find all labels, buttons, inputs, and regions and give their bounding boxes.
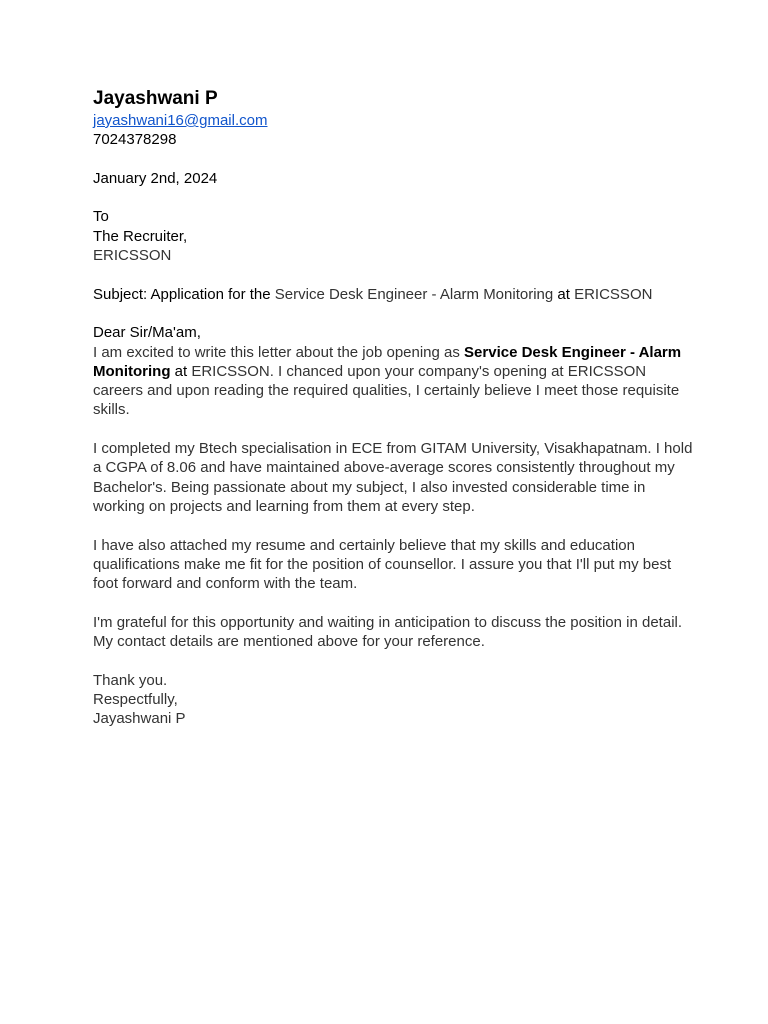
recipient-company: ERICSSON <box>93 247 172 265</box>
salutation: Dear Sir/Ma'am, <box>93 324 201 342</box>
phone-number: 7024378298 <box>93 131 177 149</box>
intro-at: at <box>170 362 192 380</box>
intro-rest: . I chanced upon your company's opening at ERICSSON careers and upon reading the required qualities, I certainly believe I meet those requisite skills. <box>93 362 680 419</box>
paragraph-resume: I have also attached my resume and certainly believe that my skills and education qualifications make me fit for the position of counsellor. I assure you that I'll put my best foot forward and conform with the team. <box>93 536 672 593</box>
intro-text: I am excited to write this letter about the job opening as <box>93 343 465 361</box>
paragraph-education: I completed my Btech specialisation in ECE from GITAM University, Visakhapatnam. I hold a CGPA of 8.06 and have maintained above-average scores consistently throughout my Bachelor's. Being passionate about my subject, I also invested considerable time in working on projects and learning from them at every step. <box>93 440 693 515</box>
applicant-name: Jayashwani P <box>93 88 218 109</box>
subject-company: ERICSSON <box>574 285 653 303</box>
recipient-to: To <box>93 208 109 226</box>
subject-at: at <box>553 285 575 303</box>
email-link[interactable]: jayashwani16@gmail.com <box>93 112 268 129</box>
subject-role: Service Desk Engineer - Alarm Monitoring <box>274 285 554 303</box>
closing-signature: Jayashwani P <box>93 710 186 728</box>
closing-thanks: Thank you. <box>93 671 168 689</box>
subject-line <box>93 285 693 304</box>
letter-date: January 2nd, 2024 <box>93 169 218 187</box>
subject-prefix: Subject: Application for the <box>93 285 275 303</box>
intro-role: Service Desk Engineer - Alarm Monitoring <box>93 343 682 380</box>
closing-signoff: Respectfully, <box>93 690 178 708</box>
paragraph-gratitude: I'm grateful for this opportunity and waiting in anticipation to discuss the position in detail. My contact details are mentioned above for your reference. <box>93 613 683 651</box>
cover-letter <box>93 88 693 729</box>
intro-company: ERICSSON <box>191 362 270 380</box>
paragraph-intro <box>93 343 693 420</box>
recipient-title: The Recruiter, <box>93 227 188 245</box>
